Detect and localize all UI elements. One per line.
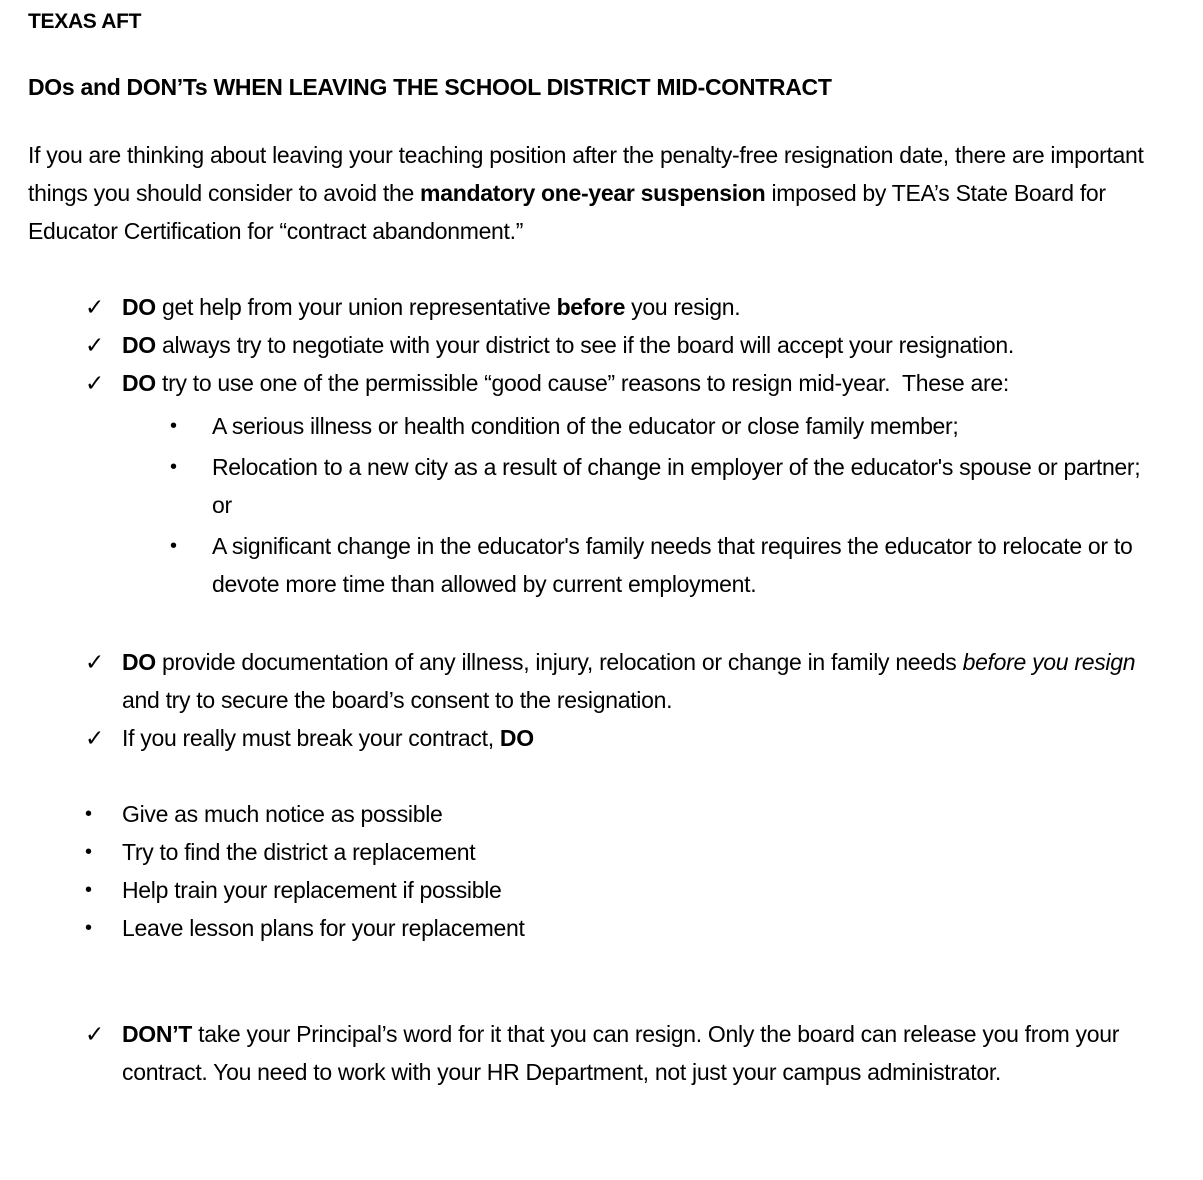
text-run: Leave lesson plans for your replacement xyxy=(122,915,525,941)
text-run: A serious illness or health condition of the educator or close family member; xyxy=(212,413,959,439)
text-run: always try to negotiate with your district to see if the board will accept your resignation. xyxy=(155,332,1014,358)
bullet-icon: • xyxy=(85,803,92,825)
text-run: Give as much notice as possible xyxy=(122,801,443,827)
italic-text-run: before you resign xyxy=(962,649,1136,675)
intro-paragraph xyxy=(28,136,1158,250)
list-item-text xyxy=(122,364,1158,402)
bullet-icon: • xyxy=(170,456,177,478)
list-item xyxy=(28,527,1158,603)
checkmark-icon: ✓ xyxy=(85,370,104,396)
list-item xyxy=(28,288,1158,326)
list-item xyxy=(28,643,1158,719)
bullet-icon: • xyxy=(170,415,177,437)
checkmark-icon: ✓ xyxy=(85,294,104,320)
checkmark-icon: ✓ xyxy=(85,332,104,358)
checkmark-icon: ✓ xyxy=(85,725,104,751)
list-item-text xyxy=(212,407,1158,445)
text-run: Help train your replacement if possible xyxy=(122,877,502,903)
dont-checklist xyxy=(28,1015,1158,1091)
text-run: imposed by TEA’s State Board for Educator Certification for “contract abandonment.” xyxy=(28,180,1112,244)
list-item xyxy=(28,833,1158,871)
bullet-icon: • xyxy=(85,879,92,901)
bold-text-run: DO xyxy=(122,294,156,320)
bullet-icon: • xyxy=(85,917,92,939)
bold-text-run: DO xyxy=(499,725,534,751)
list-item-text xyxy=(122,288,1158,326)
list-item-text xyxy=(122,643,1158,719)
list-item-text xyxy=(212,448,1158,524)
list-item-text xyxy=(122,719,1158,757)
text-run: Relocation to a new city as a result of change in employer of the educator's spouse or partner; or xyxy=(212,454,1147,518)
text-run: you resign. xyxy=(625,294,741,320)
list-item xyxy=(28,364,1158,402)
list-item xyxy=(28,326,1158,364)
list-item-text xyxy=(122,909,1158,947)
text-run: and try to secure the board’s consent to the resignation. xyxy=(122,649,1142,713)
text-run: Try to find the district a replacement xyxy=(122,839,476,865)
bold-text-run: DO xyxy=(122,332,156,358)
list-item xyxy=(28,909,1158,947)
document-title: TEXAS AFT xyxy=(28,10,142,33)
bold-text-run: DO xyxy=(122,649,156,675)
text-run: get help from your union representative xyxy=(155,294,557,320)
list-item-text xyxy=(122,871,1158,909)
bold-text-run: DO xyxy=(122,370,156,396)
do-checklist-primary xyxy=(28,288,1158,402)
text-run: A significant change in the educator's family needs that requires the educator to relocate or to devote more time than allowed by current employment. xyxy=(212,533,1139,597)
list-item xyxy=(28,1015,1158,1091)
bold-text-run: before xyxy=(556,294,626,320)
bold-text-run: DON’T xyxy=(122,1021,193,1047)
list-item xyxy=(28,795,1158,833)
checkmark-icon: ✓ xyxy=(85,1021,104,1047)
list-item xyxy=(28,448,1158,524)
list-item xyxy=(28,871,1158,909)
text-run: try to use one of the permissible “good cause” reasons to resign mid-year. These are: xyxy=(155,370,1009,396)
text-run: take your Principal’s word for it that you can resign. Only the board can release you from your contract. You need to work with your HR Department, not just your campus administrator. xyxy=(122,1021,1126,1085)
list-item-text xyxy=(122,833,1158,871)
text-run: If you are thinking about leaving your teaching position after the penalty-free resignation date, there are important things you should consider to avoid the xyxy=(28,142,1150,206)
text-run: provide documentation of any illness, injury, relocation or change in family needs xyxy=(155,649,963,675)
break-contract-dos-list xyxy=(28,795,1158,947)
list-item-text xyxy=(122,795,1158,833)
good-cause-reasons-list xyxy=(28,407,1158,603)
list-item xyxy=(28,407,1158,445)
list-item-text xyxy=(122,1015,1158,1091)
checkmark-icon: ✓ xyxy=(85,649,104,675)
text-run: If you really must break your contract, xyxy=(122,725,500,751)
bullet-icon: • xyxy=(85,841,92,863)
bold-text-run: mandatory one-year suspension xyxy=(420,180,766,206)
document-heading: DOs and DON’Ts WHEN LEAVING THE SCHOOL DISTRICT MID-CONTRACT xyxy=(28,74,832,100)
bullet-icon: • xyxy=(170,535,177,557)
list-item xyxy=(28,719,1158,757)
do-checklist-secondary xyxy=(28,643,1158,757)
list-item-text xyxy=(212,527,1158,603)
list-item-text xyxy=(122,326,1158,364)
